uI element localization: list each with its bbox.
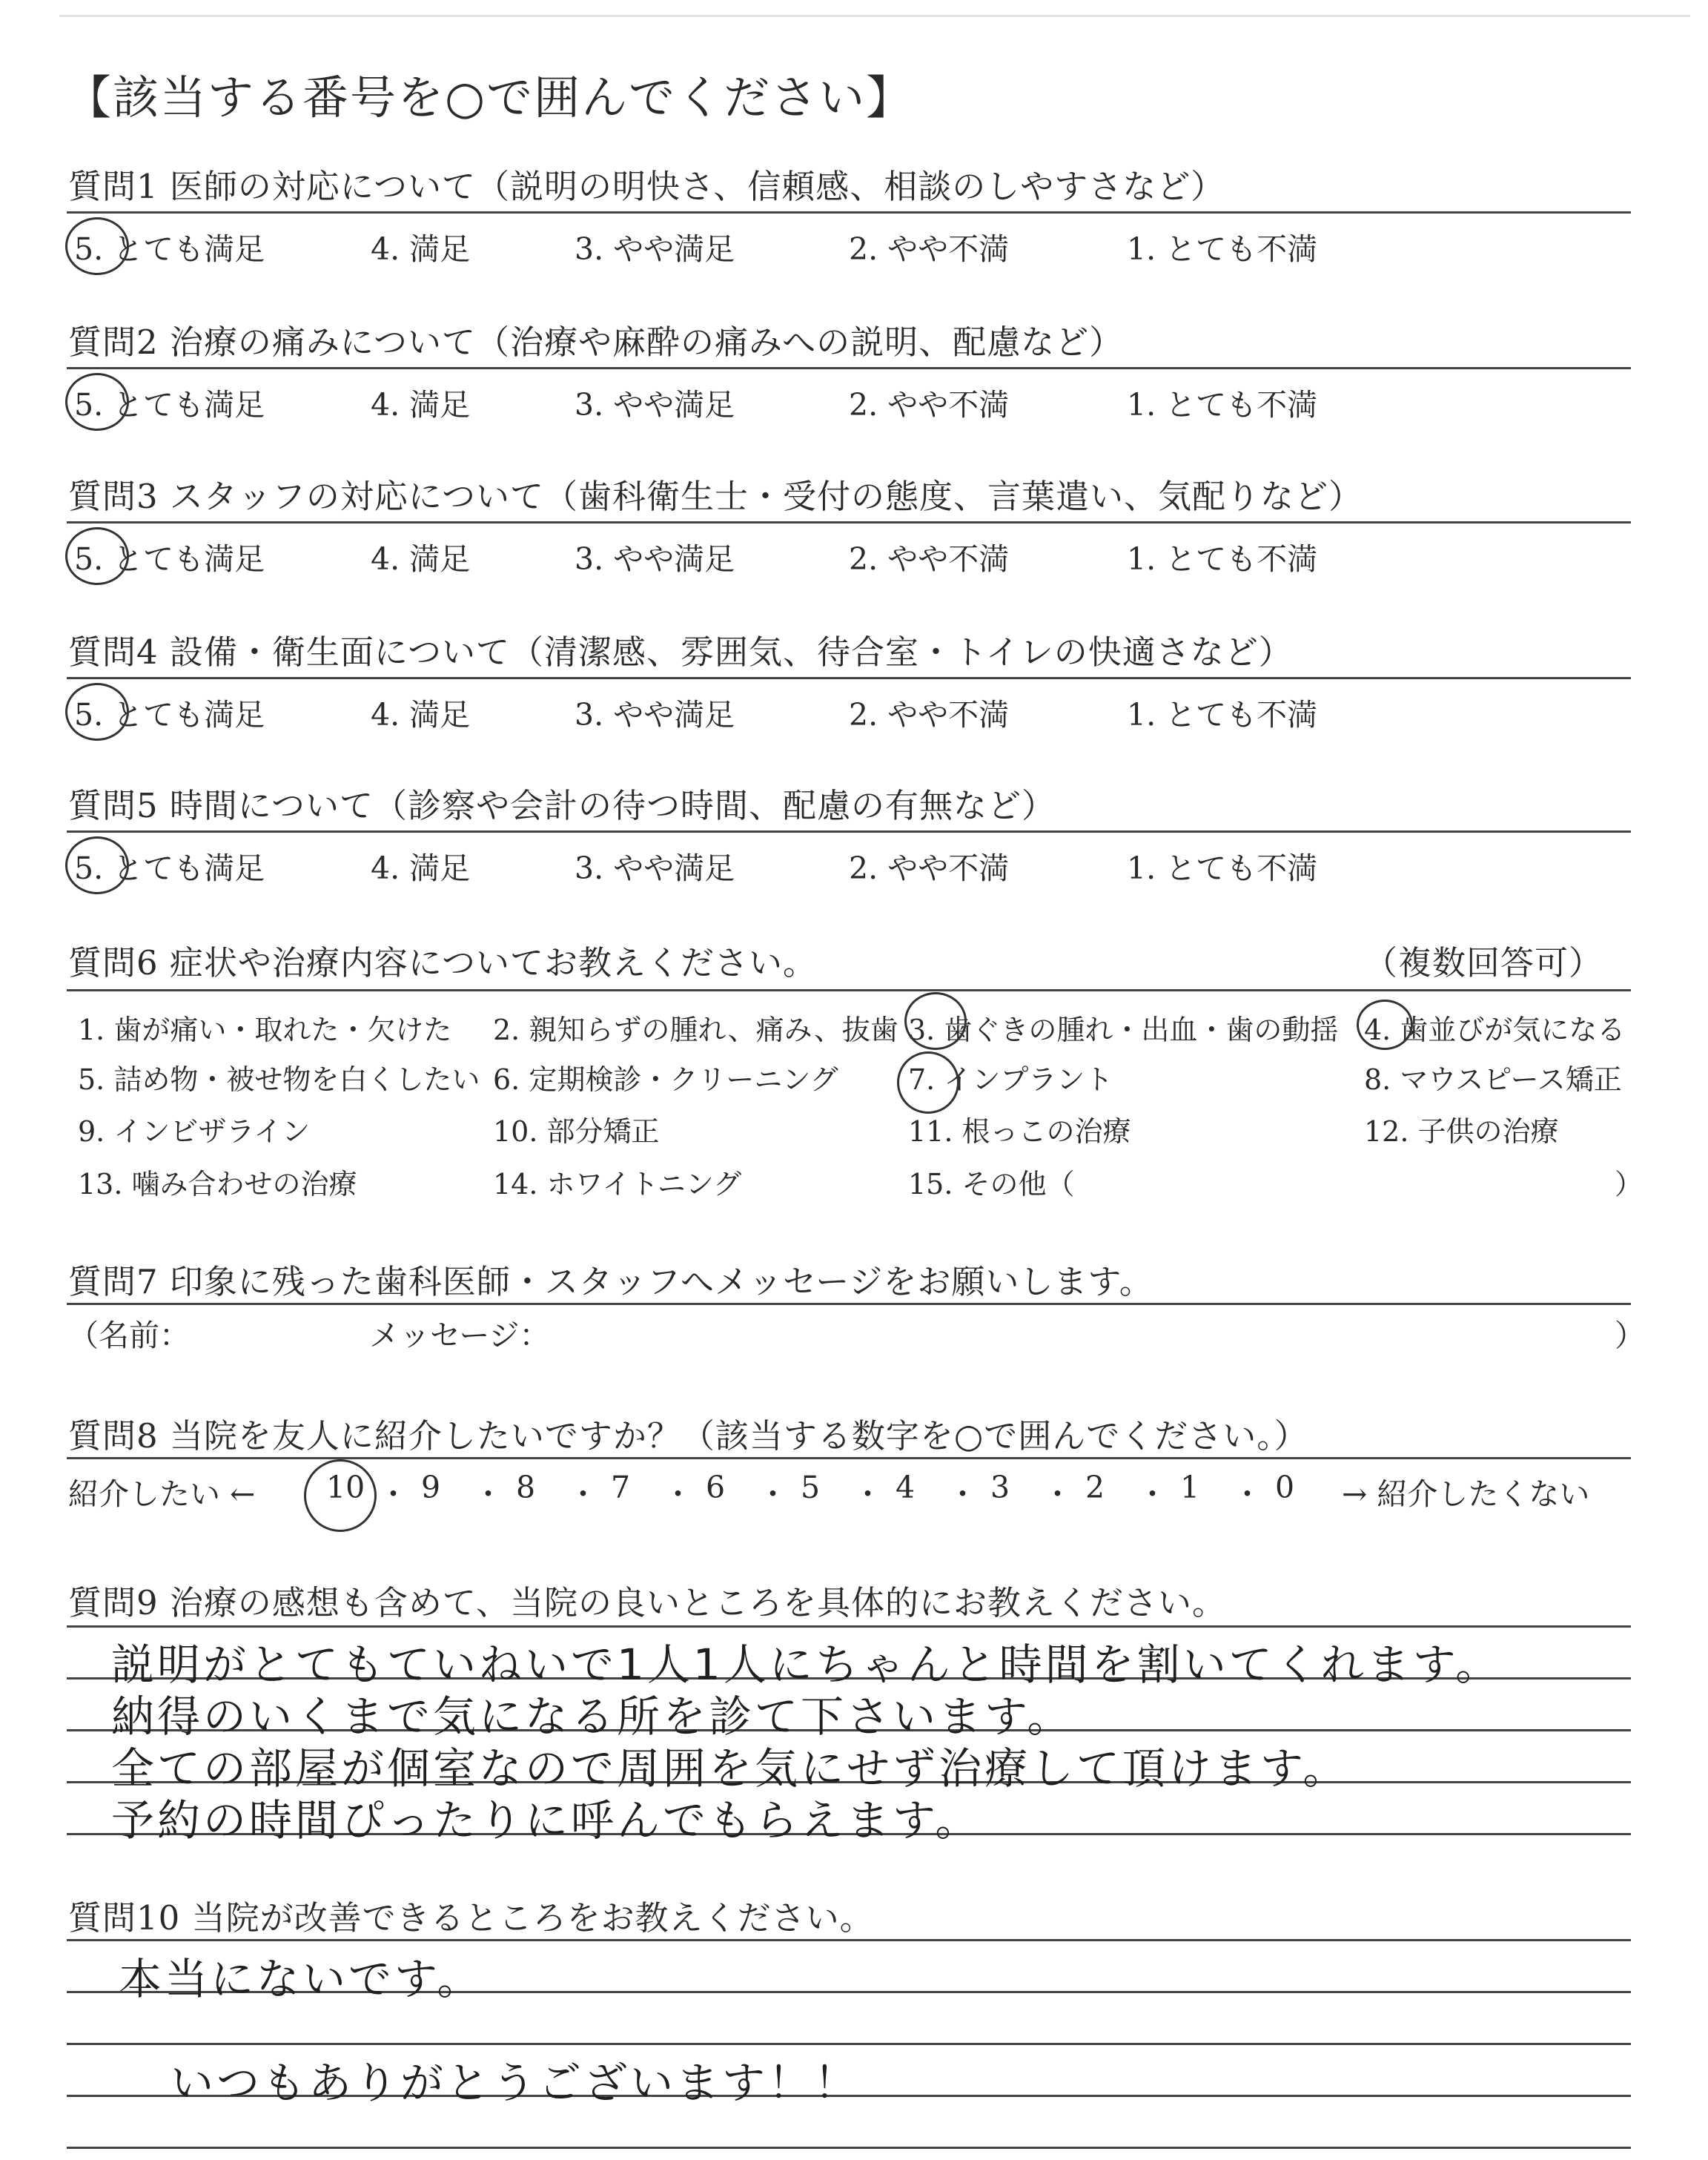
q6-option-10: 10. 部分矯正 <box>493 1115 660 1148</box>
q5-option-4: 4. 満足 <box>371 851 471 886</box>
q3-option-4: 4. 満足 <box>371 541 471 577</box>
q8-separator: ・ <box>1137 1476 1168 1512</box>
q10-answer-rule <box>67 1939 1631 1941</box>
page-title: 【該当する番号を○で囲んでください】 <box>65 70 914 125</box>
q8-scale-3: 3 <box>990 1470 1010 1505</box>
q8-separator: ・ <box>853 1476 883 1512</box>
q1-selected-mark <box>65 217 129 275</box>
q8-separator: ・ <box>378 1476 408 1512</box>
q4-option-4: 4. 満足 <box>371 697 471 733</box>
q1-option-5: 5. とても満足 <box>74 231 265 267</box>
q2-selected-mark <box>65 373 129 431</box>
q6-selected-mark-7 <box>897 1051 959 1114</box>
q8-scale-1: 1 <box>1180 1470 1200 1505</box>
q7-title: 質問7 印象に残った歯科医師・スタッフへメッセージをお願いします。 <box>68 1262 1153 1301</box>
q4-title: 質問4 設備・衛生面について（清潔感、雰囲気、待合室・トイレの快適さなど） <box>68 633 1293 672</box>
q3-selected-mark <box>65 527 129 585</box>
q1-option-3: 3. やや満足 <box>575 231 735 267</box>
q8-scale-6: 6 <box>706 1470 726 1505</box>
q6-rule <box>67 989 1631 991</box>
q8-separator: ・ <box>1232 1476 1262 1512</box>
q8-separator: ・ <box>1042 1476 1073 1512</box>
q7-message-label: メッセージ： <box>369 1318 550 1353</box>
q4-selected-mark <box>65 683 129 741</box>
q8-separator: ・ <box>568 1476 598 1512</box>
q9-answer-line-4: 予約の時間ぴったりに呼んでもらえます。 <box>111 1795 982 1846</box>
q8-scale-4: 4 <box>896 1470 916 1505</box>
q1-option-2: 2. やや不満 <box>849 231 1010 267</box>
q10-title: 質問10 当院が改善できるところをお教えください。 <box>68 1898 874 1938</box>
q6-option-2: 2. 親知らずの腫れ、痛み、抜歯 <box>493 1014 898 1046</box>
q8-separator: ・ <box>663 1476 693 1512</box>
q8-rule <box>67 1457 1631 1459</box>
q8-right-label: → 紹介したくない <box>1342 1476 1590 1512</box>
q6-option-4: 4. 歯並びが気になる <box>1364 1014 1626 1046</box>
q3-rule <box>67 521 1631 524</box>
q10-answer-rule <box>67 2147 1631 2149</box>
q9-answer-line-2: 納得のいくまで気になる所を診て下さいます。 <box>111 1691 1073 1742</box>
q8-scale-0: 0 <box>1275 1470 1295 1505</box>
q4-option-5: 5. とても満足 <box>74 697 265 733</box>
q6-option-12: 12. 子供の治療 <box>1364 1115 1559 1148</box>
q5-option-3: 3. やや満足 <box>575 851 735 886</box>
q5-option-2: 2. やや不満 <box>849 851 1010 886</box>
q3-option-3: 3. やや満足 <box>575 541 735 577</box>
q6-option-6: 6. 定期検診・クリーニング <box>493 1063 838 1096</box>
q6-option-3: 3. 歯ぐきの腫れ・出血・歯の動揺 <box>908 1014 1339 1046</box>
q9-title: 質問9 治療の感想も含めて、当院の良いところを具体的にお教えください。 <box>68 1583 1227 1622</box>
q3-option-5: 5. とても満足 <box>74 541 265 577</box>
q9-answer-line-3: 全ての部屋が個室なので周囲を気にせず治療して頂けます。 <box>111 1743 1349 1794</box>
q3-option-1: 1. とても不満 <box>1127 541 1318 577</box>
q4-rule <box>67 677 1631 679</box>
q6-title: 質問6 症状や治療内容についてお教えください。 <box>68 943 818 982</box>
q8-separator: ・ <box>758 1476 788 1512</box>
q10-answer-line-1: 本当にないです。 <box>119 1954 483 2004</box>
q6-selected-mark-3 <box>904 992 967 1050</box>
q7-name-label: （名前： <box>68 1318 190 1353</box>
q8-title: 質問8 当院を友人に紹介したいですか？（該当する数字を○で囲んでください。） <box>68 1416 1308 1456</box>
top-border <box>59 15 1690 17</box>
q6-option-11: 11. 根っこの治療 <box>908 1115 1131 1148</box>
q8-scale-5: 5 <box>801 1470 821 1505</box>
q6-option-1: 1. 歯が痛い・取れた・欠けた <box>78 1014 452 1046</box>
q1-option-4: 4. 満足 <box>371 231 471 267</box>
q6-option-5: 5. 詰め物・被せ物を白くしたい <box>78 1063 480 1096</box>
q6-option-13: 13. 噛み合わせの治療 <box>78 1168 357 1200</box>
q10-answer-line-3: いつもありがとうございます！！ <box>171 2058 861 2108</box>
q6-option-7: 7. インプラント <box>908 1063 1113 1096</box>
q5-option-1: 1. とても不満 <box>1127 851 1318 886</box>
q1-rule <box>67 211 1631 214</box>
q7-close-paren: ） <box>1615 1318 1645 1353</box>
q8-scale-10: 10 <box>326 1470 365 1505</box>
q2-option-3: 3. やや満足 <box>575 387 735 423</box>
q3-title: 質問3 スタッフの対応について（歯科衛生士・受付の態度、言葉遣い、気配りなど） <box>68 477 1363 516</box>
q8-scale-8: 8 <box>516 1470 536 1505</box>
q2-option-5: 5. とても満足 <box>74 387 265 423</box>
q8-selected-mark <box>304 1459 377 1532</box>
q3-option-2: 2. やや不満 <box>849 541 1010 577</box>
q5-selected-mark <box>65 836 129 894</box>
q9-answer-rule <box>67 1625 1631 1628</box>
q6-note: （複数回答可） <box>1364 943 1603 982</box>
q9-answer-line-1: 説明がとてもていねいで1人1人にちゃんと時間を割いてくれます。 <box>111 1639 1502 1690</box>
q6-option-8: 8. マウスピース矯正 <box>1364 1063 1622 1096</box>
q2-title: 質問2 治療の痛みについて（治療や麻酔の痛みへの説明、配慮など） <box>68 323 1124 362</box>
q6-option-9: 9. インビザライン <box>78 1115 311 1148</box>
q2-rule <box>67 367 1631 369</box>
q8-scale-9: 9 <box>421 1470 441 1505</box>
q8-separator: ・ <box>473 1476 503 1512</box>
q2-option-1: 1. とても不満 <box>1127 387 1318 423</box>
q2-option-2: 2. やや不満 <box>849 387 1010 423</box>
q5-title: 質問5 時間について（診察や会計の待つ時間、配慮の有無など） <box>68 786 1056 825</box>
q6-option-15: 15. その他（ <box>908 1168 1075 1200</box>
q4-option-2: 2. やや不満 <box>849 697 1010 733</box>
q1-title: 質問1 医師の対応について（説明の明快さ、信頼感、相談のしやすさなど） <box>68 167 1225 206</box>
q4-option-1: 1. とても不満 <box>1127 697 1318 733</box>
q8-scale-2: 2 <box>1085 1470 1105 1505</box>
q5-rule <box>67 830 1631 833</box>
q7-rule <box>67 1303 1631 1305</box>
q8-separator: ・ <box>947 1476 978 1512</box>
q10-answer-rule <box>67 2043 1631 2045</box>
q6-selected-mark-4 <box>1357 1000 1413 1050</box>
q5-option-5: 5. とても満足 <box>74 851 265 886</box>
q8-left-label: 紹介したい ← <box>68 1476 256 1512</box>
q8-scale-7: 7 <box>611 1470 631 1505</box>
q4-option-3: 3. やや満足 <box>575 697 735 733</box>
q1-option-1: 1. とても不満 <box>1127 231 1318 267</box>
q2-option-4: 4. 満足 <box>371 387 471 423</box>
q6-option-14: 14. ホワイトニング <box>493 1168 742 1200</box>
q6-close-paren: ） <box>1615 1168 1644 1200</box>
